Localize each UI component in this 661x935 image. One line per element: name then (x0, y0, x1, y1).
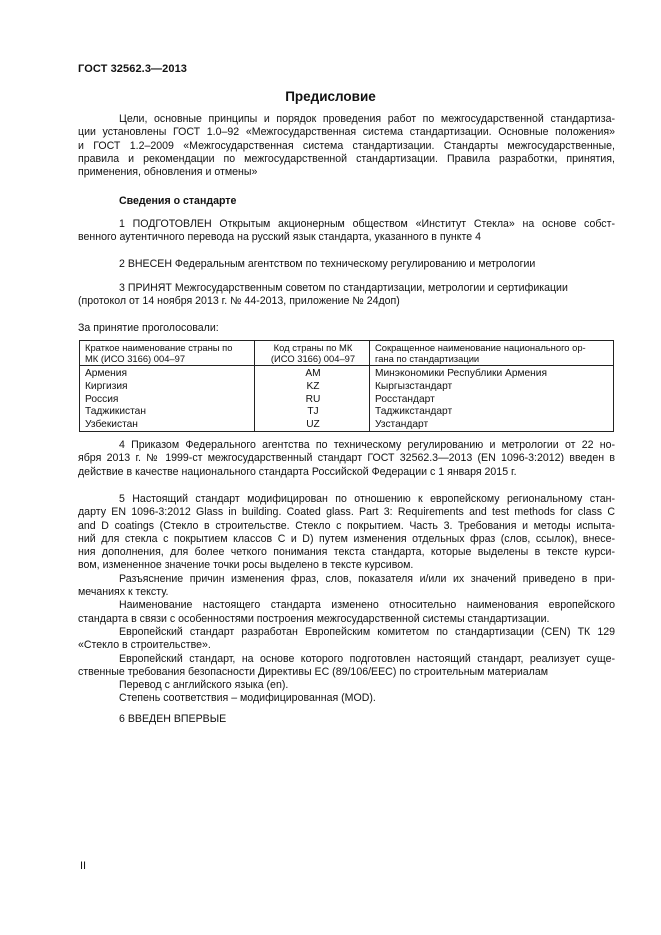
table-row: Армения AM Минэкономики Республики Армения (80, 366, 614, 381)
section-title: Сведения о стандарте (119, 195, 237, 207)
header-country: Краткое наименование страны по МК (ИСО 3166) 004–97 (80, 341, 255, 366)
item-5-paragraph: 5 Настоящий стандарт модифицирован по отношению к европейскому региональному стан- дарту EN 1096-3:2012 Glass in building. Coated glass. Part 3: Requirements and test methods for class C and D coatings (Стекло в строительстве. Стекло с покрытием. Часть 3. Требования и методы испыта- ний для стекла с покрытием классов C и D) путем изменения отдельных фраз (слов, ссылок), внесе- ния дополнения, для более четкого понимания текста стандарта, которые выделены в тексте курси- вом, измененное значение точки росы выделено в тексте курсивом. Разъяснение причин изменения фраз, слов, показателя и/или их значений приведено в при- мечаниях к тексту. Наименование настоящего стандарта изменено относительно наименования европейского стандарта в связи с особенностями построения межгосударственной системы стандартизации. Европейский стандарт разработан Европейским комитетом по стандартизации (CEN) ТК 129 «Стекло в строительстве». Европейский стандарт, на основе которого подготовлен настоящий стандарт, реализует суще- ственные требования безопасности Директивы ЕС (89/106/ЕЕС) по строительным материалам Перевод с английского языка (en). Степень соответствия – модифицированная (MOD). (78, 493, 615, 705)
table-row: Узбекистан UZ Узстандарт (80, 419, 614, 432)
header-body: Сокращенное наименование национального ор- гана по стандартизации (370, 341, 614, 366)
document-header: ГОСТ 32562.3—2013 (78, 63, 188, 75)
voting-table (79, 340, 614, 432)
item-1-paragraph: 1 ПОДГОТОВЛЕН Открытым акционерным обществом «Институт Стекла» на основе собст- венного аутентичного перевода на русский язык стандарта, указанного в пункте 4 (78, 218, 615, 244)
header-code: Код страны по МК (ИСО 3166) 004–97 (255, 341, 370, 366)
table-row: Таджикистан TJ Таджикстандарт (80, 406, 614, 419)
item-4-paragraph: 4 Приказом Федерального агентства по техническому регулированию и метрологии от 22 но- ября 2013 г. № 1999-ст межгосударственный стандарт ГОСТ 32562.3—2013 (EN 1096-3:2012) введен в действие в качестве национального стандарта Российской Федерации с 1 января 2015 г. (78, 439, 615, 478)
foreword-paragraph: Цели, основные принципы и порядок проведения работ по межгосударственной стандартиза- ции установлены ГОСТ 1.0–92 «Межгосударственная система стандартизации. Основные положения» и ГОСТ 1.2–2009 «Межгосударственная система стандартизации. Стандарты межгосударственные, правила и рекомендации по межгосударственной стандартизации. Правила разработки, принятия, применения, обновления и отмены» (78, 113, 615, 179)
table-row: Киргизия KZ Кыргызстандарт (80, 381, 614, 394)
item-3-paragraph: 3 ПРИНЯТ Межгосударственным советом по стандартизации, метрологии и сертификации (протокол от 14 ноября 2013 г. № 44-2013, приложение № 24доп) (78, 282, 568, 308)
page-number: II (80, 860, 87, 872)
page-title: Предисловие (285, 89, 376, 104)
item-6-paragraph: 6 ВВЕДЕН ВПЕРВЫЕ (119, 713, 227, 725)
vote-intro: За принятие проголосовали: (78, 322, 219, 334)
table-row: Россия RU Росстандарт (80, 394, 614, 407)
item-2-paragraph: 2 ВНЕСЕН Федеральным агентством по техническому регулированию и метрологии (119, 258, 536, 270)
table-header-row (80, 341, 614, 366)
